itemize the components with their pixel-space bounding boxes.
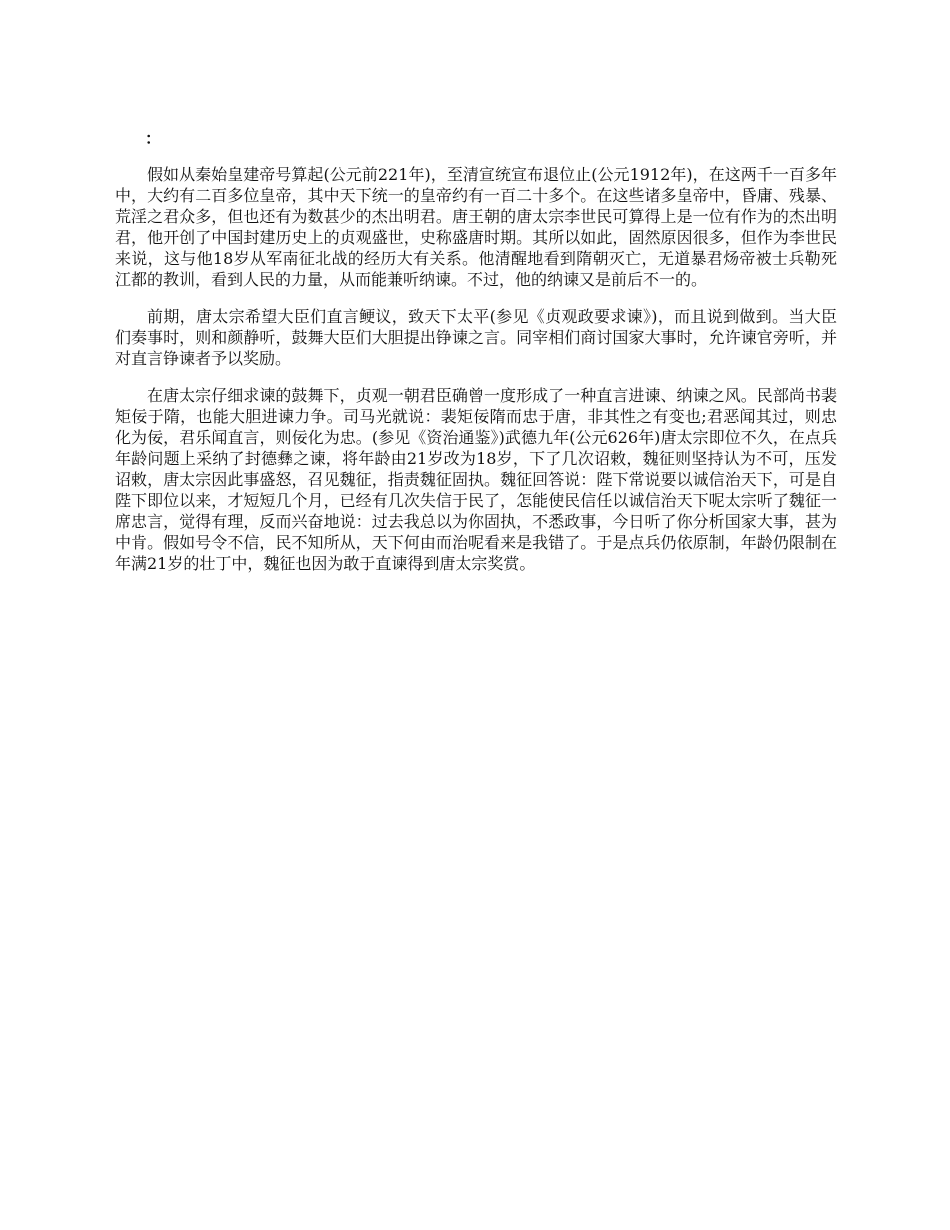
paragraph-1: 假如从秦始皇建帝号算起(公元前221年)，至清宣统宣布退位止(公元1912年)，在这两千一百多年中，大约有二百多位皇帝，其中天下统一的皇帝约有一百二十多个。在这些诸多皇帝中，昏庸、残暴、荒淫之君众多，但也还有为数甚少的杰出明君。唐王朝的唐太宗李世民可算得上是一位有作为的杰出明君，他开创了中国封建历史上的贞观盛世，史称盛唐时期。其所以如此，固然原因很多，但作为李世民来说，这与他18岁从军南征北战的经历大有关系。他清醒地看到隋朝灭亡，无道暴君炀帝被士兵勒死江都的教训，看到人民的力量，从而能兼听纳谏。不过，他的纳谏又是前后不一的。 <box>115 165 837 289</box>
heading-colon: ： <box>145 129 162 148</box>
paragraph-2: 前期，唐太宗希望大臣们直言鲠议，致天下太平(参见《贞观政要求谏》)，而且说到做到。当大臣们奏事时，则和颜静听，鼓舞大臣们大胆提出铮谏之言。同宰相们商讨国家大事时，允许谏官旁听，并对直言铮谏者予以奖励。 <box>115 307 837 368</box>
paragraph-3: 在唐太宗仔细求谏的鼓舞下，贞观一朝君臣确曾一度形成了一种直言进谏、纳谏之风。民部尚书裴矩佞于隋，也能大胆进谏力争。司马光就说：裴矩佞隋而忠于唐，非其性之有变也;君恶闻其过，则忠化为佞，君乐闻直言，则佞化为忠。(参见《资治通鉴》)武德九年(公元626年)唐太宗即位不久，在点兵年龄问题上采纳了封德彝之谏，将年龄由21岁改为18岁，下了几次诏敕，魏征则坚持认为不可，压发诏敕，唐太宗因此事盛怒，召见魏征，指责魏征固执。魏征回答说：陛下常说要以诚信治天下，可是自陛下即位以来，才短短几个月，已经有几次失信于民了，怎能使民信任以诚信治天下呢太宗听了魏征一席忠言，觉得有理，反而兴奋地说：过去我总以为你固执，不悉政事，今日听了你分析国家大事，甚为中肯。假如号令不信，民不知所从，天下何由而治呢看来是我错了。于是点兵仍依原制，年龄仍限制在年满21岁的壮丁中，魏征也因为敢于直谏得到唐太宗奖赏。 <box>115 386 837 573</box>
document-body <box>115 128 837 590</box>
